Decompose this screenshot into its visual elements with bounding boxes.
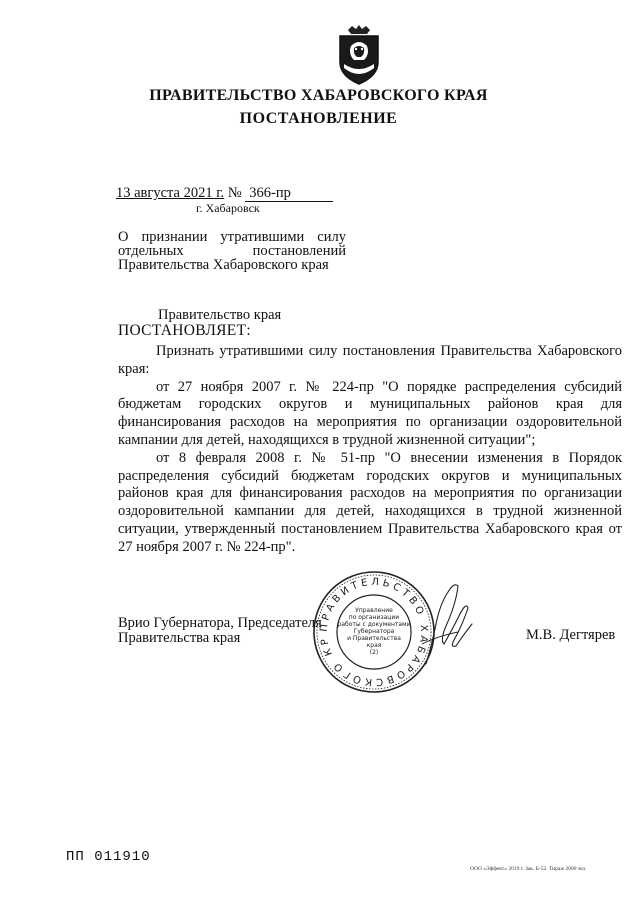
paragraph: от 8 февраля 2008 г. № 51-пр "О внесении изменения в Порядок распределения субсидий бюджетам городских округов и муниципальных районов края для финансирования расходов на мероприятия по организации оздоровительной кампании для детей, находящихся в трудной жизненной ситуации, утвержденный постановлением Правительства Хабаровского края от 27 ноября 2007 г. № 224-пр".	[118, 449, 622, 555]
signatory-name: М.В. Дегтярев	[526, 627, 616, 643]
seal-center-line: Управление	[355, 607, 393, 614]
government-title: ПРАВИТЕЛЬСТВО ХАБАРОВСКОГО КРАЯ	[149, 87, 488, 104]
document-date: 13 августа 2021 г.	[116, 185, 225, 201]
printer-imprint: ООО «Эффект» 2019 г. Зак. Б-52. Тираж 2000 экз.	[470, 866, 587, 872]
role-line: Врио Губернатора, Председателя	[118, 615, 322, 631]
subject-line: отдельных постановлений	[118, 243, 346, 259]
subject-line: О признании утратившими силу	[118, 229, 346, 245]
role-line: Правительства края	[118, 630, 241, 646]
seal-center-line: и Правительства	[347, 635, 401, 642]
seal-center-line: Губернатора	[353, 628, 395, 635]
paragraph: Признать утратившими силу постановления Правительства Хабаровского края:	[118, 343, 622, 377]
seal-center-line: по организации	[348, 614, 400, 621]
decree-body	[118, 343, 622, 557]
number-sign: №	[227, 185, 242, 201]
paragraph: от 27 ноября 2007 г. № 224-пр "О порядке распределения субсидий бюджетам городских округов и муниципальных районов края для финансирования расходов на мероприятия по организации оздоровительной кампании для детей, находящихся в трудной жизненной ситуации";	[118, 378, 622, 448]
document-type: ПОСТАНОВЛЕНИЕ	[239, 110, 398, 127]
form-code: ПП 011910	[66, 849, 151, 865]
document-number: 366-пр	[245, 186, 333, 202]
signatory-role	[118, 616, 322, 646]
document-city: г. Хабаровск	[196, 201, 260, 215]
date-number-line	[116, 185, 333, 202]
coat-of-arms-icon	[336, 24, 382, 86]
seal-ring-text: ПРАВИТЕЛЬСТВО ХАБАРОВСКОГО КР	[318, 576, 430, 688]
decree-intro: Правительство края	[158, 307, 282, 323]
seal-center-line: края	[366, 642, 382, 649]
seal-center-line: работы с документами	[337, 621, 411, 628]
seal-center-line: (2)	[369, 649, 379, 656]
handwritten-signature-icon	[418, 574, 478, 674]
document-subject	[118, 230, 346, 272]
subject-line: Правительства Хабаровского края	[118, 257, 329, 273]
resolves-heading: ПОСТАНОВЛЯЕТ:	[118, 322, 251, 339]
